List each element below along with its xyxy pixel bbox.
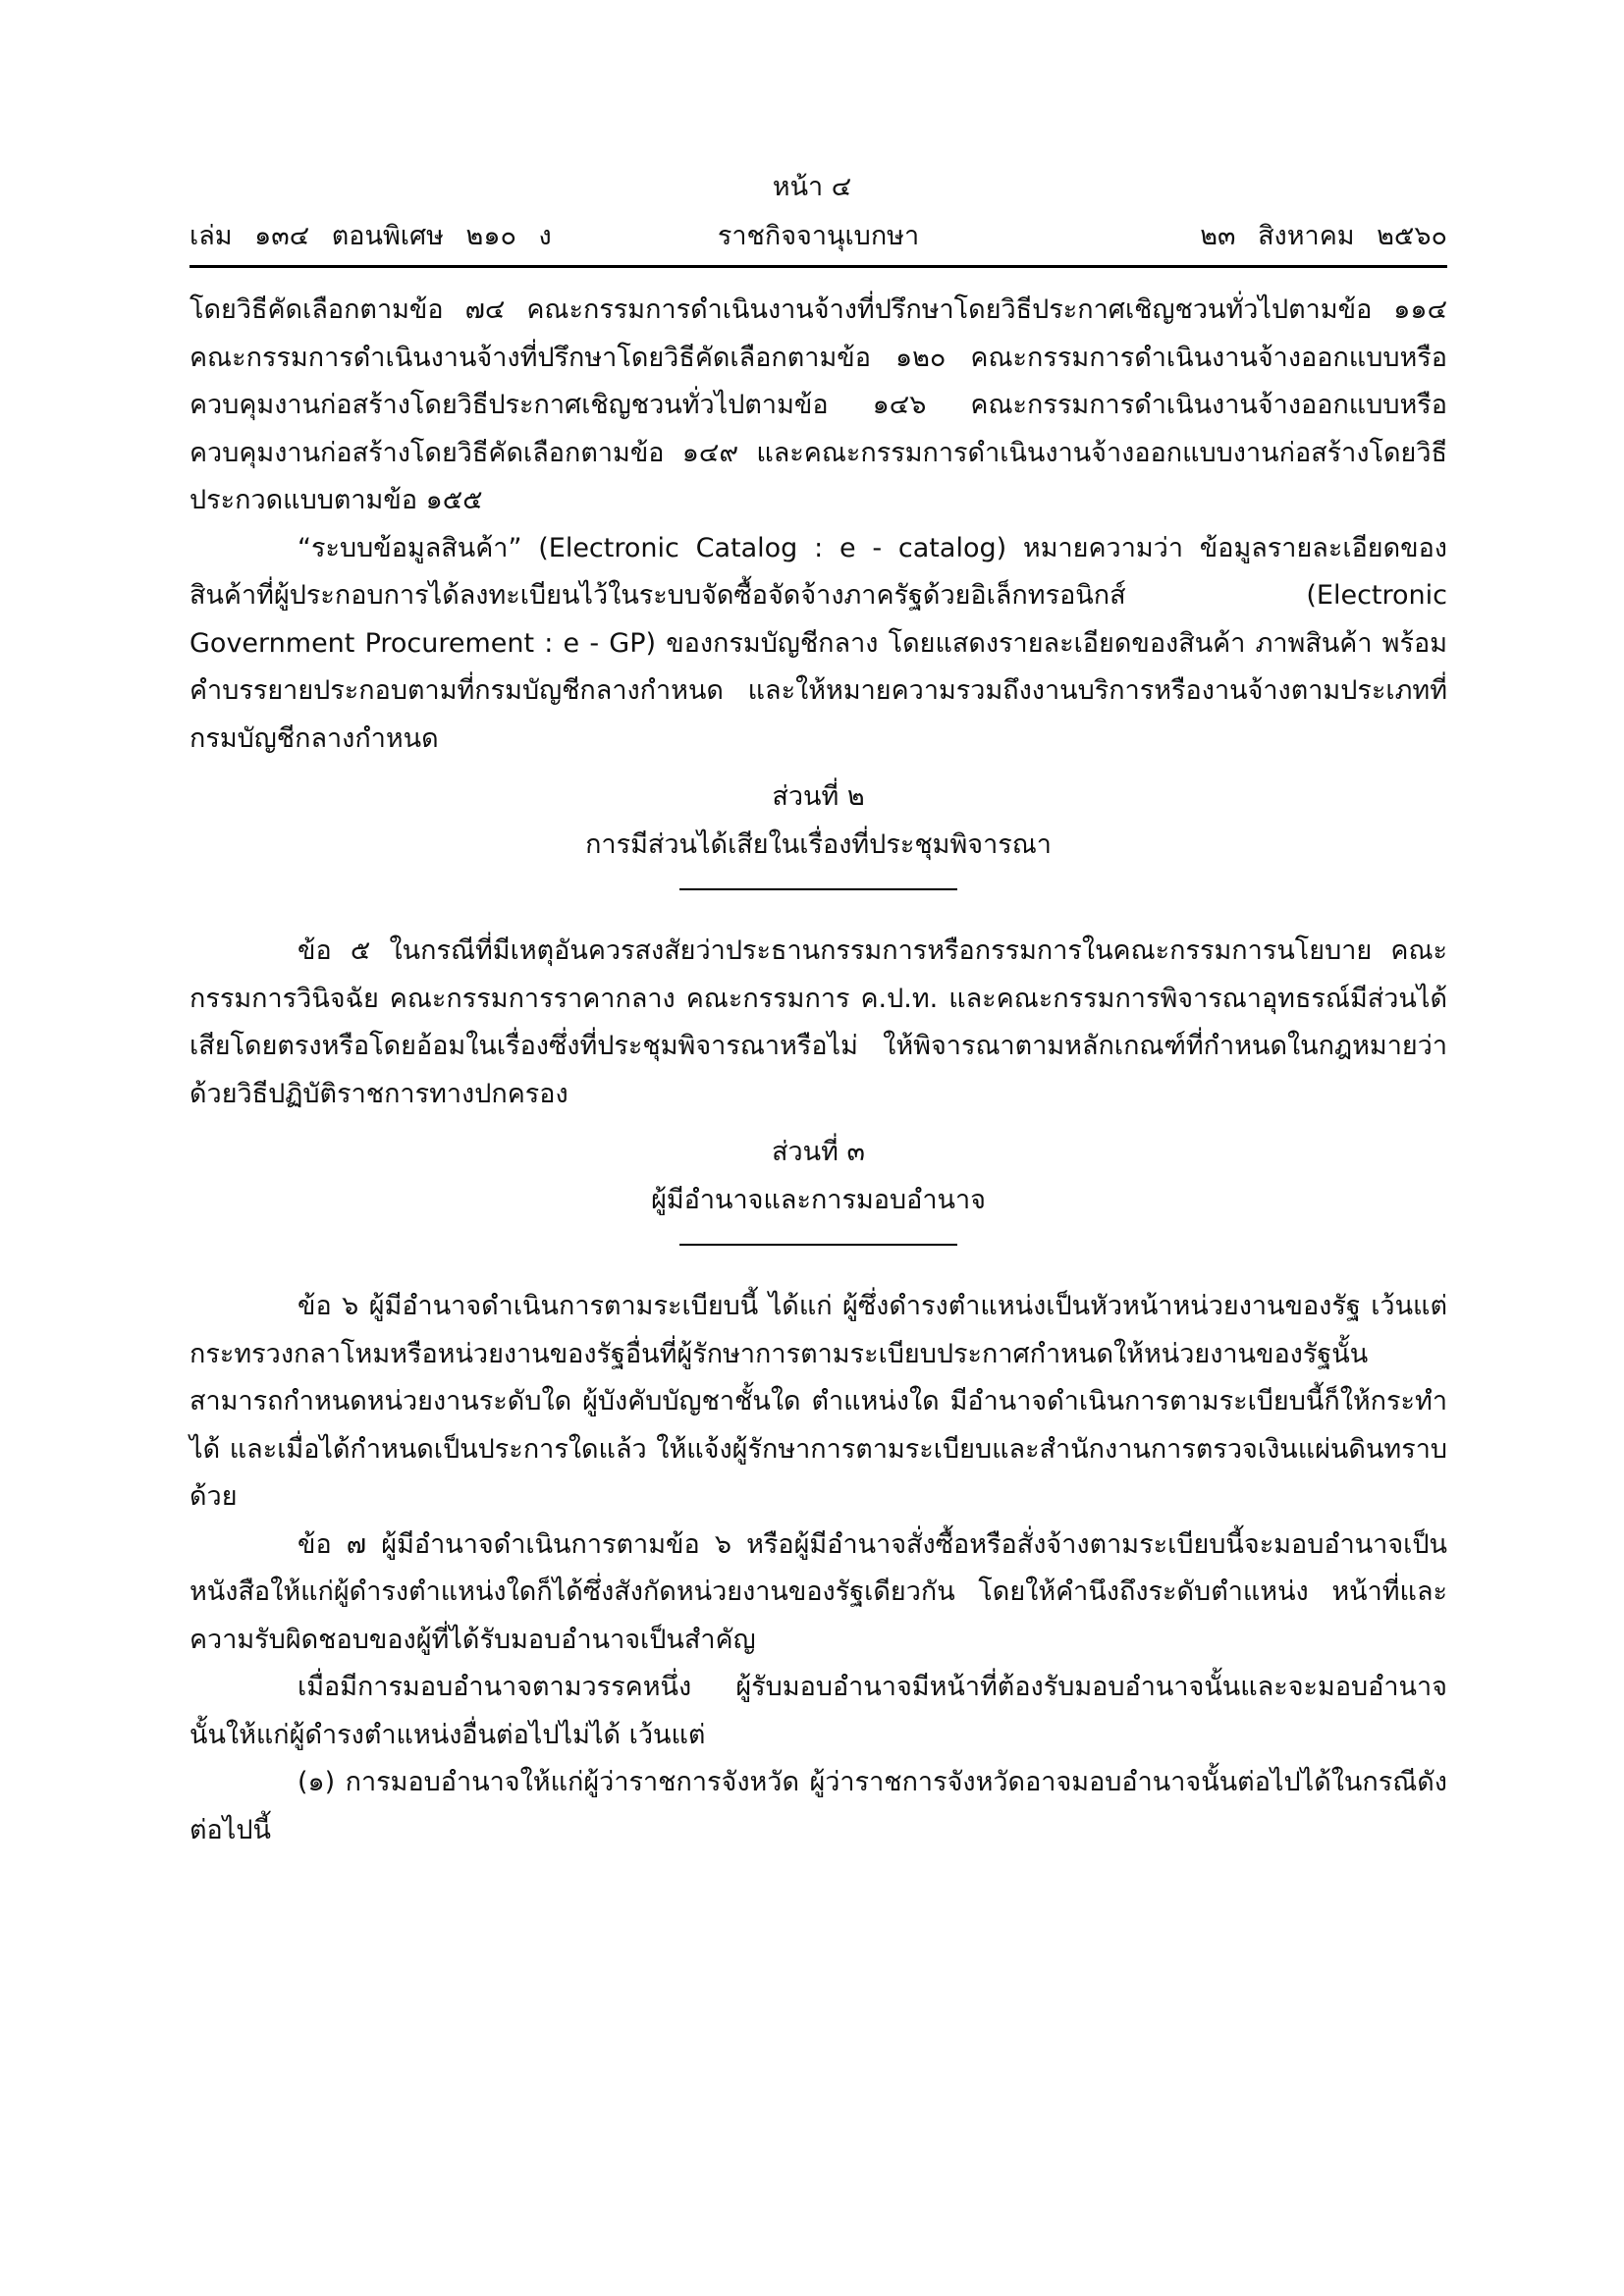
clause-7-paragraph-2: เมื่อมีการมอบอำนาจตามวรรคหนึ่ง ผู้รับมอบอำนาจมีหน้าที่ต้องรับมอบอำนาจนั้นและจะมอบอำนาจนั้นให้แก่ผู้ดำรงตำแหน่งอื่นต่อไปไม่ได้ เว้นแต่ [189, 1672, 1447, 1750]
publication-date: ๒๓ สิงหาคม ๒๕๖๐ [1200, 221, 1447, 251]
document-body [189, 287, 1447, 1854]
section-3-title: ผู้มีอำนาจและการมอบอำนาจ [651, 1184, 986, 1215]
section-2-title: การมีส่วนได้เสียในเรื่องที่ประชุมพิจารณา [585, 828, 1052, 860]
section-2-rule [679, 888, 957, 890]
section-3-number: ส่วนที่ ๓ [772, 1137, 865, 1167]
header-rule [189, 265, 1447, 268]
running-header [189, 214, 1447, 253]
clause-6: ข้อ ๖ ผู้มีอำนาจดำเนินการตามระเบียบนี้ ได้แก่ ผู้ซึ่งดำรงตำแหน่งเป็นหัวหน้าหน่วยงานของรัฐ เว้นแต่กระทรวงกลาโหมหรือหน่วยงานของรัฐอื่นที่ผู้รักษาการตามระเบียบประกาศกำหนดให้หน่วยงานของรัฐนั้นสามารถกำหนดหน่วยงานระดับใด ผู้บังคับบัญชาชั้นใด ตำแหน่งใด มีอำนาจดำเนินการตามระเบียบนี้ก็ให้กระทำได้ และเมื่อได้กำหนดเป็นประการใดแล้ว ให้แจ้งผู้รักษาการตามระเบียบและสำนักงานการตรวจเงินแผ่นดินทราบด้วย [189, 1291, 1447, 1512]
page-number: หน้า ๔ [772, 172, 852, 202]
clause-7: ข้อ ๗ ผู้มีอำนาจดำเนินการตามข้อ ๖ หรือผู้มีอำนาจสั่งซื้อหรือสั่งจ้างตามระเบียบนี้จะมอบอำนาจเป็นหนังสือให้แก่ผู้ดำรงตำแหน่งใดก็ได้ซึ่งสังกัดหน่วยงานของรัฐเดียวกัน โดยให้คำนึงถึงระดับตำแหน่ง หน้าที่และความรับผิดชอบของผู้ที่ได้รับมอบอำนาจเป็นสำคัญ [189, 1528, 1447, 1655]
volume-issue: เล่ม ๑๓๔ ตอนพิเศษ ๒๑๐ ง [189, 221, 552, 251]
section-3-rule [679, 1244, 957, 1246]
paragraph-definition: “ระบบข้อมูลสินค้า” (Electronic Catalog : e - catalog) หมายความว่า ข้อมูลรายละเอียดของสินค้าที่ผู้ประกอบการได้ลงทะเบียนไว้ในระบบจัดซื้อจัดจ้างภาครัฐด้วยอิเล็กทรอนิกส์ (Electronic Government Procurement : e - GP) ของกรมบัญชีกลาง โดยแสดงรายละเอียดของสินค้า ภาพสินค้า พร้อมคำบรรยายประกอบตามที่กรมบัญชีกลางกำหนด และให้หมายความรวมถึงงานบริการหรืองานจ้างตามประเภทที่กรมบัญชีกลางกำหนด [189, 532, 1447, 754]
section-2-number: ส่วนที่ ๒ [772, 781, 865, 812]
clause-7-item-1: (๑) การมอบอำนาจให้แก่ผู้ว่าราชการจังหวัด ผู้ว่าราชการจังหวัดอาจมอบอำนาจนั้นต่อไปได้ในกรณีดังต่อไปนี้ [189, 1767, 1447, 1845]
paragraph-continuation: โดยวิธีคัดเลือกตามข้อ ๗๔ คณะกรรมการดำเนินงานจ้างที่ปรึกษาโดยวิธีประกาศเชิญชวนทั่วไปตามข้อ ๑๑๔ คณะกรรมการดำเนินงานจ้างที่ปรึกษาโดยวิธีคัดเลือกตามข้อ ๑๒๐ คณะกรรมการดำเนินงานจ้างออกแบบหรือควบคุมงานก่อสร้างโดยวิธีประกาศเชิญชวนทั่วไปตามข้อ ๑๔๖ คณะกรรมการดำเนินงานจ้างออกแบบหรือควบคุมงานก่อสร้างโดยวิธีคัดเลือกตามข้อ ๑๔๙ และคณะกรรมการดำเนินงานจ้างออกแบบงานก่อสร้างโดยวิธีประกวดแบบตามข้อ ๑๕๕ [189, 294, 1447, 515]
publication-name: ราชกิจจานุเบกษา [717, 221, 920, 251]
clause-5: ข้อ ๕ ในกรณีที่มีเหตุอันควรสงสัยว่าประธานกรรมการหรือกรรมการในคณะกรรมการนโยบาย คณะกรรมการวินิจฉัย คณะกรรมการราคากลาง คณะกรรมการ ค.ป.ท. และคณะกรรมการพิจารณาอุทธรณ์มีส่วนได้เสียโดยตรงหรือโดยอ้อมในเรื่องซึ่งที่ประชุมพิจารณาหรือไม่ ให้พิจารณาตามหลักเกณฑ์ที่กำหนดในกฎหมายว่าด้วยวิธีปฏิบัติราชการทางปกครอง [189, 935, 1447, 1109]
